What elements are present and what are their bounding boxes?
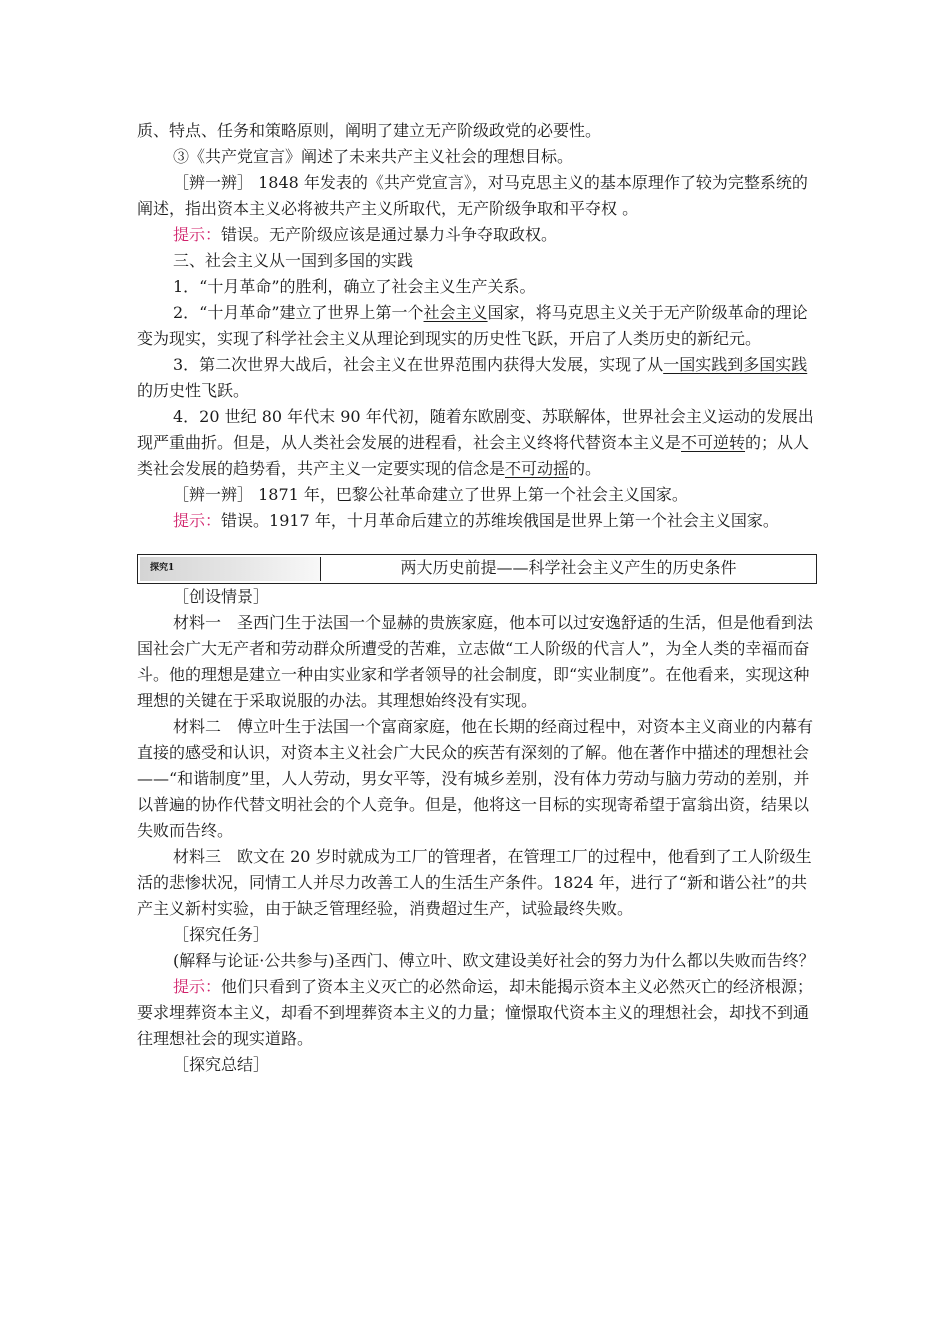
explore-label-box xyxy=(140,557,321,581)
text-run: 3．第二次世界大战后，社会主义在世界范围内获得大发展，实现了从 xyxy=(173,355,664,374)
task-question: (解释与论证·公共参与)圣西门、傅立叶、欧文建设美好社会的努力为什么都以失败而告终？ xyxy=(173,951,815,970)
material-1 xyxy=(137,610,817,714)
underlined-answer: 不可动摇 xyxy=(505,459,570,478)
underlined-answer: 不可逆转 xyxy=(681,433,746,452)
text-run: 的历史性飞跃。 xyxy=(137,381,250,400)
task-heading: ［探究任务］ xyxy=(173,925,270,944)
text-run: 的。 xyxy=(569,459,602,478)
summary-heading: ［探究总结］ xyxy=(173,1055,270,1074)
hint-label: 提示： xyxy=(173,511,222,530)
text-run: 国家，将马克思主义关于无产阶级革命的理论变为现实，实现了科学社会主义从理论到现实的历史性飞跃，开启了人类历史的新纪元。 xyxy=(137,303,808,348)
hint-text: 他们只看到了资本主义灭亡的必然命运，却未能揭示资本主义必然灭亡的经济根源；要求埋葬资本主义，却看不到埋葬资本主义的力量；憧憬取代资本主义的理想社会，却找不到通往理想社会的现实道路。 xyxy=(137,977,814,1048)
discern-hint-1 xyxy=(137,222,817,248)
material-label: 材料二 xyxy=(173,717,222,736)
material-2 xyxy=(137,714,817,844)
material-3 xyxy=(137,844,817,922)
hint-text: 错误。1917 年，十月革命后建立的苏维埃俄国是世界上第一个社会主义国家。 xyxy=(221,511,779,530)
point-1: 1．“十月革命”的胜利，确立了社会主义生产关系。 xyxy=(173,277,536,296)
explore-title: 两大历史前提——科学社会主义产生的历史条件 xyxy=(400,558,737,577)
text-run: 2．“十月革命”建立了世界上第一个 xyxy=(173,303,424,322)
hint-label: 提示： xyxy=(173,225,222,244)
document-body xyxy=(137,118,817,1078)
discern-question-2 xyxy=(137,482,817,508)
material-text: 欧文在 20 岁时就成为工厂的管理者，在管理工厂的过程中，他看到了工人阶级生活的悲惨状况，同情工人并尽力改善工人的生活生产条件。1824 年，进行了“新和谐公社”的共产主义新村实验，由于缺乏管理经验，消费超过生产，试验最终失败。 xyxy=(137,847,812,918)
material-text: 圣西门生于法国一个显赫的贵族家庭，他本可以过安逸舒适的生活，但是他看到法国社会广大无产者和劳动群众所遭受的苦难，立志做“工人阶级的代言人”，为全人类的幸福而奋斗。他的理想是建立一种由实业家和学者领导的社会制度，即“实业制度”。在他看来，实现这种理想的关键在于采取说服的办法。其理想始终没有实现。 xyxy=(137,613,814,710)
text-run: 的；从人类社会发展的趋势看，共产主义一定要实现的信念是 xyxy=(137,433,810,478)
paragraph-continuation: 质、特点、任务和策略原则，阐明了建立无产阶级政党的必要性。 xyxy=(137,121,602,140)
material-label: 材料三 xyxy=(173,847,222,866)
task-answer xyxy=(137,974,817,1052)
hint-label: 提示： xyxy=(173,977,222,996)
hint-text: 错误。无产阶级应该是通过暴力斗争夺取政权。 xyxy=(221,225,558,244)
underlined-answer: 一国实践到多国实践 xyxy=(663,355,808,374)
material-text: 傅立叶生于法国一个富商家庭，他在长期的经商过程中，对资本主义商业的内幕有直接的感受和认识，对资本主义社会广大民众的疾苦有深刻的了解。他在著作中描述的理想社会——“和谐制度”里，人人劳动，男女平等，没有城乡差别，没有体力劳动与脑力劳动的差别，并以普遍的协作代替文明社会的个人竞争。但是，他将这一目标的实现寄希望于富翁出资，结果以失败而告终。 xyxy=(137,717,814,840)
point-3 xyxy=(137,352,817,404)
material-label: 材料一 xyxy=(173,613,222,632)
discern-text: 1871 年，巴黎公社革命建立了世界上第一个社会主义国家。 xyxy=(253,485,688,504)
point-4 xyxy=(137,404,817,482)
point-2 xyxy=(137,300,817,352)
explore-label: 探究1 xyxy=(150,563,175,573)
section-heading-3: 三、社会主义从一国到多国的实践 xyxy=(173,251,414,270)
scene-heading: ［创设情景］ xyxy=(173,587,270,606)
discern-hint-2 xyxy=(137,508,817,534)
paragraph-manifesto-goal: ③《共产党宣言》阐述了未来共产主义社会的理想目标。 xyxy=(173,147,574,166)
discern-question-1 xyxy=(137,170,817,222)
text-run: 4．20 世纪 80 年代末 90 年代初，随着东欧剧变、苏联解体，世界社会主义运动的发展出现严重曲折。但是，从人类社会发展的进程看，社会主义终将代替资本主义是 xyxy=(137,407,814,452)
discern-label: ［辨一辨］ xyxy=(173,173,254,192)
discern-text: 1848 年发表的《共产党宣言》，对马克思主义的基本原理作了较为完整系统的阐述，指出资本主义必将被共产主义所取代，无产阶级争取和平夺权 。 xyxy=(137,173,808,218)
discern-label: ［辨一辨］ xyxy=(173,485,254,504)
explore-banner xyxy=(137,554,817,584)
underlined-answer: 社会主义 xyxy=(423,303,488,322)
